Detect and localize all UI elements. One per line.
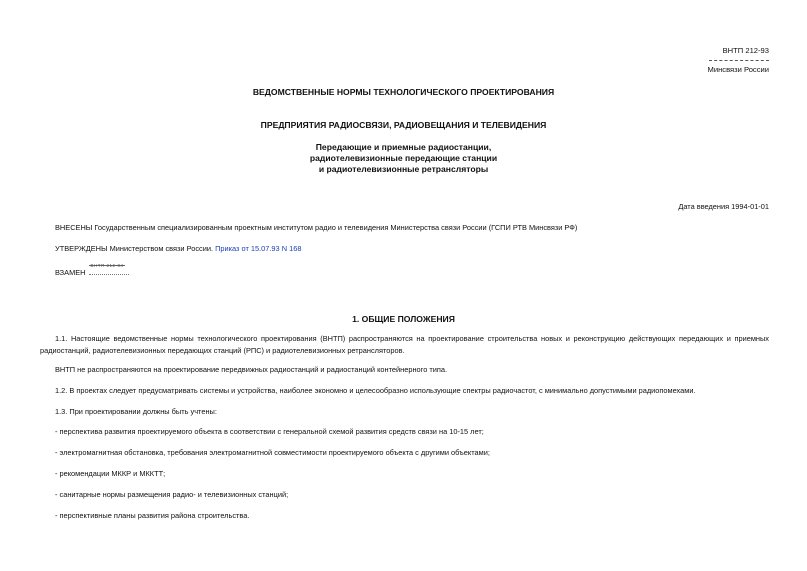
paragraph-1-3: 1.3. При проектировании должны быть учтены: (55, 407, 217, 416)
document-code-block (679, 45, 769, 75)
description-line-1: Передающие и приемные радиостанции, (315, 142, 492, 152)
list-item: - перспективные планы развития района строительства. (55, 511, 250, 520)
replaced-label: ВЗАМЕН (55, 268, 86, 277)
paragraph-1-1-text: 1.1. Настоящие ведомственные нормы технологического проектирования (ВНТП) распространяются на проектирование строительства новых и реконструкцию действующих передающих и приемных радиостанций, радиотелевизионных передающих станций (РПС) и радиотелевизионных ретрансляторов. (40, 334, 769, 355)
issuing-org: Минсвязи России (707, 65, 769, 74)
paragraph-1-1 (40, 333, 769, 357)
description-line-3: и радиотелевизионные ретрансляторы (318, 164, 489, 174)
list-item: - перспектива развития проектируемого объекта в соответствии с генеральной схемой развития средств связи на 10-15 лет; (55, 427, 484, 436)
section-heading: 1. ОБЩИЕ ПОЛОЖЕНИЯ (352, 314, 455, 324)
description-line-2: радиотелевизионные передающие станции (309, 153, 498, 163)
introduction-date: Дата введения 1994-01-01 (678, 202, 769, 211)
subtitle: ПРЕДПРИЯТИЯ РАДИОСВЯЗИ, РАДИОВЕЩАНИЯ И ТЕЛЕВИДЕНИЯ (260, 120, 547, 130)
paragraph-exclusion: ВНТП не распространяются на проектирование передвижных радиостанций и радиостанций контейнерного типа. (55, 365, 448, 374)
order-link[interactable]: Приказ от 15.07.93 N 168 (215, 244, 302, 253)
code-divider (709, 60, 769, 61)
main-title: ВЕДОМСТВЕННЫЕ НОРМЫ ТЕХНОЛОГИЧЕСКОГО ПРОЕКТИРОВАНИЯ (252, 87, 555, 97)
approved-text: УТВЕРЖДЕНЫ Министерством связи России. (55, 244, 214, 253)
paragraph-1-2: 1.2. В проектах следует предусматривать системы и устройства, наиболее экономно и целесообразно использующие спектры радиочастот, с минимально допустимыми радиопомехами. (55, 386, 696, 395)
list-item: - санитарные нормы размещения радио- и телевизионных станций; (55, 490, 289, 499)
approved-by (55, 243, 769, 255)
replaced-document-image: ВНТП 212-84 (88, 263, 132, 279)
document-code: ВНТП 212-93 (722, 46, 769, 55)
introduced-by: ВНЕСЕНЫ Государственным специализированным проектным институтом радио и телевидения Министерства связи России (ГСПИ РТВ Минсвязи РФ) (55, 223, 578, 232)
list-item: - рекомендации МККР и МККТТ; (55, 469, 166, 478)
list-item: - электромагнитная обстановка, требования электромагнитной совместимости проектируемого объекта с другими объектами; (55, 448, 490, 457)
replaced-row (55, 263, 769, 283)
